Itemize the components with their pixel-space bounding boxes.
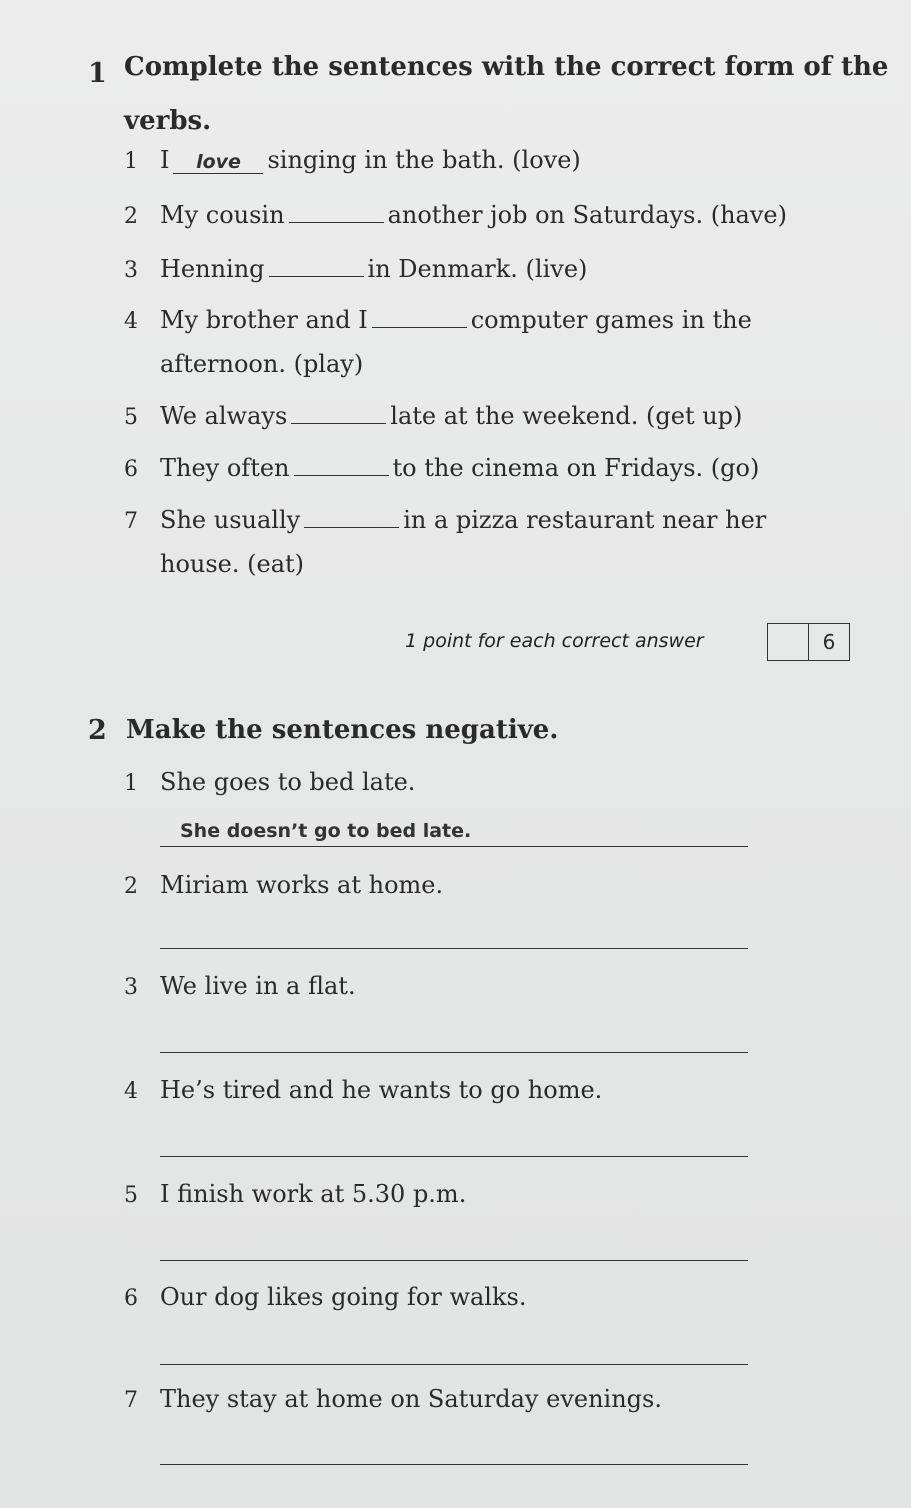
ex2-answer-line-6[interactable] <box>160 1364 748 1365</box>
ex2-answer-line-1[interactable] <box>160 846 748 847</box>
ex2-item-5: 5 I finish work at 5.30 p.m. <box>124 1180 467 1208</box>
ex2-answer-line-2[interactable] <box>160 948 748 949</box>
ex1-answer-5[interactable] <box>291 401 386 424</box>
ex1-item-4: 4 My brother and I computer games in the <box>124 306 752 334</box>
ex2-answer-line-4[interactable] <box>160 1156 748 1157</box>
ex1-item-3: 3 Henning in Denmark. (live) <box>124 255 588 283</box>
ex2-item-3: 3 We live in a flat. <box>124 972 356 1000</box>
ex2-answer-1-text: She doesn’t go to bed late. <box>180 820 472 842</box>
ex1-answer-7[interactable] <box>304 505 399 528</box>
ex1-item-7: 7 She usually in a pizza restaurant near her <box>124 506 767 534</box>
score-total: 6 <box>808 624 849 660</box>
ex2-item-7: 7 They stay at home on Saturday evenings. <box>124 1385 662 1413</box>
ex1-item-5: 5 We always late at the weekend. (get up) <box>124 402 743 430</box>
score-box <box>767 623 850 661</box>
ex1-item-4-continuation: afternoon. (play) <box>160 350 364 378</box>
ex2-answer-line-7[interactable] <box>160 1464 748 1465</box>
ex1-item-2: 2 My cousin another job on Saturdays. (have) <box>124 201 787 229</box>
points-note: 1 point for each correct answer <box>405 630 704 652</box>
ex2-answer-line-3[interactable] <box>160 1052 748 1053</box>
ex1-item-1: 1 I love singing in the bath. (love) <box>124 146 581 174</box>
ex1-answer-1[interactable]: love <box>173 151 263 174</box>
ex2-item-1: 1 She goes to bed late. <box>124 768 416 796</box>
exercise-1-number: 1 <box>88 58 107 89</box>
ex1-answer-2[interactable] <box>289 200 384 223</box>
score-input[interactable] <box>768 624 808 660</box>
ex1-answer-4[interactable] <box>372 305 467 328</box>
exercise-2-title: Make the sentences negative. <box>126 715 559 745</box>
exercise-1-title-line1: Complete the sentences with the correct form of the <box>124 52 889 82</box>
exercise-2-number: 2 <box>88 715 107 746</box>
ex1-answer-6[interactable] <box>294 453 389 476</box>
exercise-1-title-line2: verbs. <box>124 106 212 136</box>
ex1-answer-3[interactable] <box>269 254 364 277</box>
ex2-item-2: 2 Miriam works at home. <box>124 871 444 899</box>
ex2-answer-line-5[interactable] <box>160 1260 748 1261</box>
ex1-item-7-continuation: house. (eat) <box>160 550 305 578</box>
ex2-item-6: 6 Our dog likes going for walks. <box>124 1283 527 1311</box>
ex2-item-4: 4 He’s tired and he wants to go home. <box>124 1076 603 1104</box>
exercise-1-title <box>124 42 888 146</box>
ex1-item-6: 6 They often to the cinema on Fridays. (go) <box>124 454 760 482</box>
